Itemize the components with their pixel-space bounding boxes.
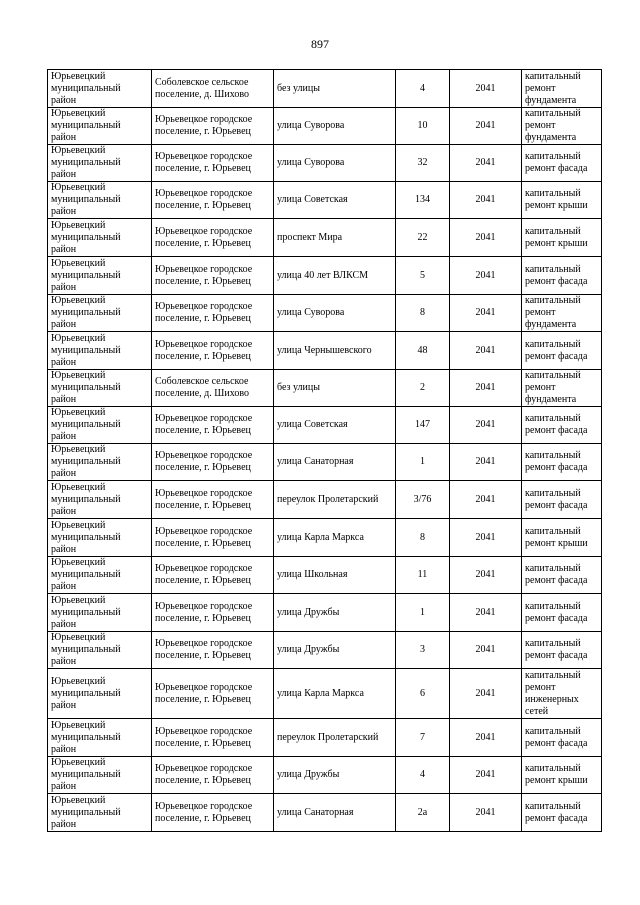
street-cell: улица Карла Маркса [274,519,396,557]
settlement-cell: Соболевское сельское поселение, д. Шихово [152,370,274,407]
settlement-cell: Юрьевецкое городское поселение, г. Юрьевец [152,108,274,145]
house-number-cell: 4 [396,70,450,108]
year-cell: 2041 [450,594,522,632]
settlement-cell: Юрьевецкое городское поселение, г. Юрьевец [152,219,274,257]
house-number-cell: 3 [396,632,450,669]
street-cell: без улицы [274,370,396,407]
district-cell: Юрьевецкий муниципальный район [48,757,152,794]
house-number-cell: 7 [396,719,450,757]
work-type-cell: капитальный ремонт инженерных сетей [522,669,602,719]
district-cell: Юрьевецкий муниципальный район [48,257,152,295]
work-type-cell: капитальный ремонт фундамента [522,370,602,407]
district-cell: Юрьевецкий муниципальный район [48,632,152,669]
house-number-cell: 1 [396,444,450,481]
house-number-cell: 1 [396,594,450,632]
house-number-cell: 4 [396,757,450,794]
district-cell: Юрьевецкий муниципальный район [48,444,152,481]
work-type-cell: капитальный ремонт крыши [522,219,602,257]
year-cell: 2041 [450,145,522,182]
settlement-cell: Юрьевецкое городское поселение, г. Юрьевец [152,444,274,481]
table-row [48,719,602,757]
work-type-cell: капитальный ремонт фасада [522,794,602,832]
district-cell: Юрьевецкий муниципальный район [48,557,152,594]
year-cell: 2041 [450,519,522,557]
work-type-cell: капитальный ремонт фасада [522,594,602,632]
settlement-cell: Юрьевецкое городское поселение, г. Юрьевец [152,757,274,794]
year-cell: 2041 [450,332,522,370]
house-number-cell: 8 [396,295,450,332]
settlement-cell: Юрьевецкое городское поселение, г. Юрьевец [152,669,274,719]
street-cell: улица Дружбы [274,757,396,794]
district-cell: Юрьевецкий муниципальный район [48,519,152,557]
year-cell: 2041 [450,719,522,757]
settlement-cell: Соболевское сельское поселение, д. Шихово [152,70,274,108]
table-row [48,481,602,519]
year-cell: 2041 [450,632,522,669]
street-cell: улица Карла Маркса [274,669,396,719]
year-cell: 2041 [450,182,522,219]
year-cell: 2041 [450,108,522,145]
settlement-cell: Юрьевецкое городское поселение, г. Юрьевец [152,557,274,594]
settlement-cell: Юрьевецкое городское поселение, г. Юрьевец [152,332,274,370]
table-row [48,70,602,108]
work-type-cell: капитальный ремонт фасада [522,444,602,481]
district-cell: Юрьевецкий муниципальный район [48,219,152,257]
work-type-cell: капитальный ремонт фундамента [522,108,602,145]
table-row [48,182,602,219]
table-body [48,70,602,832]
work-type-cell: капитальный ремонт фундамента [522,295,602,332]
house-number-cell: 5 [396,257,450,295]
street-cell: улица Школьная [274,557,396,594]
street-cell: переулок Пролетарский [274,719,396,757]
house-number-cell: 134 [396,182,450,219]
table-row [48,594,602,632]
district-cell: Юрьевецкий муниципальный район [48,70,152,108]
table-row [48,145,602,182]
house-number-cell: 6 [396,669,450,719]
table-row [48,219,602,257]
settlement-cell: Юрьевецкое городское поселение, г. Юрьевец [152,594,274,632]
year-cell: 2041 [450,757,522,794]
work-type-cell: капитальный ремонт фасада [522,332,602,370]
settlement-cell: Юрьевецкое городское поселение, г. Юрьевец [152,519,274,557]
settlement-cell: Юрьевецкое городское поселение, г. Юрьевец [152,481,274,519]
year-cell: 2041 [450,295,522,332]
district-cell: Юрьевецкий муниципальный район [48,719,152,757]
page-number: 897 [311,37,329,51]
repair-schedule-table [47,69,602,832]
district-cell: Юрьевецкий муниципальный район [48,481,152,519]
street-cell: улица Дружбы [274,594,396,632]
house-number-cell: 10 [396,108,450,145]
street-cell: переулок Пролетарский [274,481,396,519]
street-cell: улица 40 лет ВЛКСМ [274,257,396,295]
table-row [48,370,602,407]
district-cell: Юрьевецкий муниципальный район [48,594,152,632]
year-cell: 2041 [450,481,522,519]
work-type-cell: капитальный ремонт фасада [522,257,602,295]
table-row [48,257,602,295]
house-number-cell: 2а [396,794,450,832]
district-cell: Юрьевецкий муниципальный район [48,108,152,145]
table-row [48,295,602,332]
work-type-cell: капитальный ремонт фасада [522,557,602,594]
work-type-cell: капитальный ремонт фасада [522,719,602,757]
settlement-cell: Юрьевецкое городское поселение, г. Юрьевец [152,719,274,757]
table-row [48,794,602,832]
settlement-cell: Юрьевецкое городское поселение, г. Юрьевец [152,182,274,219]
settlement-cell: Юрьевецкое городское поселение, г. Юрьевец [152,145,274,182]
year-cell: 2041 [450,219,522,257]
settlement-cell: Юрьевецкое городское поселение, г. Юрьевец [152,407,274,444]
settlement-cell: Юрьевецкое городское поселение, г. Юрьевец [152,295,274,332]
settlement-cell: Юрьевецкое городское поселение, г. Юрьевец [152,257,274,295]
house-number-cell: 11 [396,557,450,594]
table-row [48,444,602,481]
table-row [48,757,602,794]
street-cell: проспект Мира [274,219,396,257]
year-cell: 2041 [450,370,522,407]
work-type-cell: капитальный ремонт крыши [522,519,602,557]
table-row [48,557,602,594]
work-type-cell: капитальный ремонт фасада [522,481,602,519]
district-cell: Юрьевецкий муниципальный район [48,407,152,444]
street-cell: улица Санаторная [274,444,396,481]
work-type-cell: капитальный ремонт фасада [522,145,602,182]
district-cell: Юрьевецкий муниципальный район [48,669,152,719]
district-cell: Юрьевецкий муниципальный район [48,145,152,182]
street-cell: улица Санаторная [274,794,396,832]
house-number-cell: 147 [396,407,450,444]
table-row [48,519,602,557]
work-type-cell: капитальный ремонт фасада [522,407,602,444]
settlement-cell: Юрьевецкое городское поселение, г. Юрьевец [152,794,274,832]
year-cell: 2041 [450,557,522,594]
year-cell: 2041 [450,444,522,481]
settlement-cell: Юрьевецкое городское поселение, г. Юрьевец [152,632,274,669]
table-row [48,332,602,370]
table-row [48,407,602,444]
house-number-cell: 2 [396,370,450,407]
table-row [48,669,602,719]
house-number-cell: 3/76 [396,481,450,519]
work-type-cell: капитальный ремонт крыши [522,182,602,219]
street-cell: улица Суворова [274,108,396,145]
house-number-cell: 8 [396,519,450,557]
house-number-cell: 48 [396,332,450,370]
table-row [48,108,602,145]
district-cell: Юрьевецкий муниципальный район [48,182,152,219]
year-cell: 2041 [450,257,522,295]
house-number-cell: 22 [396,219,450,257]
year-cell: 2041 [450,407,522,444]
house-number-cell: 32 [396,145,450,182]
work-type-cell: капитальный ремонт фундамента [522,70,602,108]
street-cell: улица Суворова [274,295,396,332]
district-cell: Юрьевецкий муниципальный район [48,295,152,332]
district-cell: Юрьевецкий муниципальный район [48,794,152,832]
street-cell: улица Советская [274,407,396,444]
year-cell: 2041 [450,669,522,719]
district-cell: Юрьевецкий муниципальный район [48,370,152,407]
street-cell: улица Чернышевского [274,332,396,370]
work-type-cell: капитальный ремонт фасада [522,632,602,669]
street-cell: без улицы [274,70,396,108]
district-cell: Юрьевецкий муниципальный район [48,332,152,370]
street-cell: улица Дружбы [274,632,396,669]
street-cell: улица Советская [274,182,396,219]
table-row [48,632,602,669]
work-type-cell: капитальный ремонт крыши [522,757,602,794]
street-cell: улица Суворова [274,145,396,182]
year-cell: 2041 [450,794,522,832]
year-cell: 2041 [450,70,522,108]
